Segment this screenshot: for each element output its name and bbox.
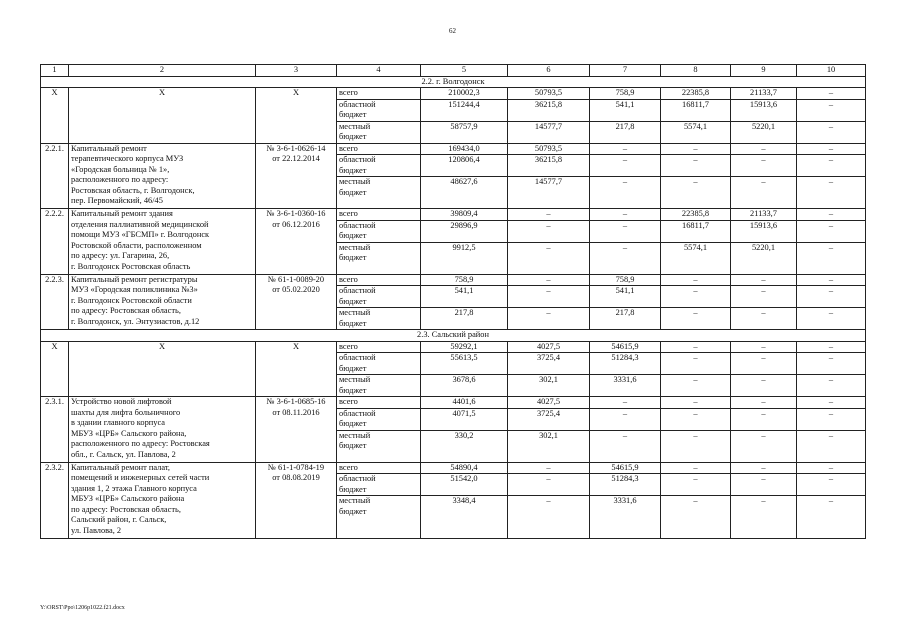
- amount-cell: 758,9: [590, 88, 661, 100]
- section-title: 2.2. г. Волгодонск: [41, 76, 866, 88]
- amount-cell: 151244,4: [421, 99, 508, 121]
- funding-source-label: областной бюджет: [337, 286, 421, 308]
- item-number: 2.3.1.: [41, 397, 69, 463]
- amount-cell: –: [661, 341, 731, 353]
- item-number: 2.2.1.: [41, 143, 69, 209]
- amount-cell: –: [731, 177, 797, 209]
- amount-cell: –: [590, 220, 661, 242]
- amount-cell: –: [508, 474, 590, 496]
- column-number: 2: [69, 65, 256, 77]
- amount-cell: 50793,5: [508, 88, 590, 100]
- amount-cell: 217,8: [590, 121, 661, 143]
- amount-cell: –: [731, 496, 797, 539]
- amount-cell: 36215,8: [508, 99, 590, 121]
- amount-cell: 15913,6: [731, 99, 797, 121]
- funding-source-label: местный бюджет: [337, 308, 421, 330]
- amount-cell: –: [590, 177, 661, 209]
- amount-cell: –: [731, 274, 797, 286]
- amount-cell: 758,9: [590, 274, 661, 286]
- table-row: [41, 274, 866, 286]
- column-number: 4: [337, 65, 421, 77]
- amount-cell: –: [661, 408, 731, 430]
- item-number: Х: [41, 88, 69, 144]
- column-number: 9: [731, 65, 797, 77]
- amount-cell: 58757,9: [421, 121, 508, 143]
- item-number: 2.3.2.: [41, 462, 69, 538]
- amount-cell: –: [797, 242, 866, 274]
- amount-cell: 51284,3: [590, 474, 661, 496]
- amount-cell: –: [797, 353, 866, 375]
- amount-cell: 54615,9: [590, 341, 661, 353]
- amount-cell: 15913,6: [731, 220, 797, 242]
- amount-cell: 541,1: [590, 99, 661, 121]
- amount-cell: –: [590, 209, 661, 221]
- amount-cell: 36215,8: [508, 155, 590, 177]
- budget-table: [40, 64, 866, 539]
- amount-cell: –: [797, 209, 866, 221]
- funding-source-label: областной бюджет: [337, 353, 421, 375]
- amount-cell: –: [590, 408, 661, 430]
- amount-cell: –: [508, 242, 590, 274]
- amount-cell: –: [508, 462, 590, 474]
- amount-cell: –: [797, 397, 866, 409]
- funding-source-label: местный бюджет: [337, 177, 421, 209]
- column-number: 6: [508, 65, 590, 77]
- amount-cell: –: [797, 375, 866, 397]
- column-number: 7: [590, 65, 661, 77]
- item-registry-number: № 61-1-0089-20 от 05.02.2020: [256, 274, 337, 330]
- column-number-row: [41, 65, 866, 77]
- amount-cell: 3725,4: [508, 353, 590, 375]
- amount-cell: –: [797, 430, 866, 462]
- amount-cell: –: [508, 220, 590, 242]
- amount-cell: –: [590, 397, 661, 409]
- amount-cell: 4401,6: [421, 397, 508, 409]
- amount-cell: 16811,7: [661, 220, 731, 242]
- page-number: 62: [449, 27, 456, 35]
- amount-cell: –: [797, 99, 866, 121]
- amount-cell: 302,1: [508, 430, 590, 462]
- funding-source-label: местный бюджет: [337, 121, 421, 143]
- amount-cell: –: [661, 430, 731, 462]
- amount-cell: 210002,3: [421, 88, 508, 100]
- amount-cell: –: [797, 220, 866, 242]
- amount-cell: 120806,4: [421, 155, 508, 177]
- amount-cell: –: [661, 274, 731, 286]
- amount-cell: 55613,5: [421, 353, 508, 375]
- amount-cell: –: [590, 155, 661, 177]
- item-registry-number: № 3-6-1-0626-14 от 22.12.2014: [256, 143, 337, 209]
- amount-cell: 4027,5: [508, 341, 590, 353]
- amount-cell: 541,1: [421, 286, 508, 308]
- amount-cell: –: [731, 430, 797, 462]
- amount-cell: 54615,9: [590, 462, 661, 474]
- amount-cell: –: [508, 274, 590, 286]
- column-number: 8: [661, 65, 731, 77]
- amount-cell: –: [797, 286, 866, 308]
- amount-cell: 5574,1: [661, 121, 731, 143]
- amount-cell: –: [731, 286, 797, 308]
- amount-cell: 39809,4: [421, 209, 508, 221]
- funding-source-label: местный бюджет: [337, 375, 421, 397]
- item-description: Капитальный ремонт здания отделения паллиативной медицинской помощи МУЗ «ГБСМП» г. Волгодонск Ростовской области, расположенном по адресу: ул. Гагарина, 26, г. Волгодонск Ростовская область: [69, 209, 256, 275]
- amount-cell: –: [797, 155, 866, 177]
- funding-source-label: всего: [337, 397, 421, 409]
- amount-cell: 5220,1: [731, 121, 797, 143]
- amount-cell: –: [797, 474, 866, 496]
- funding-source-label: всего: [337, 143, 421, 155]
- item-number: Х: [41, 341, 69, 397]
- amount-cell: –: [731, 462, 797, 474]
- amount-cell: 22385,8: [661, 88, 731, 100]
- item-registry-number: Х: [256, 88, 337, 144]
- amount-cell: 5574,1: [661, 242, 731, 274]
- amount-cell: –: [797, 408, 866, 430]
- funding-source-label: местный бюджет: [337, 496, 421, 539]
- amount-cell: –: [661, 353, 731, 375]
- item-description: Капитальный ремонт регистратуры МУЗ «Городская поликлиника №3» г. Волгодонск Ростовской области по адресу: Ростовская область, г. Волгодонск, ул. Энтузиастов, д.12: [69, 274, 256, 330]
- amount-cell: –: [797, 88, 866, 100]
- footer-file-path: Y:\ORST\Ppo\1206p1022.f21.docx: [40, 605, 125, 611]
- amount-cell: 54890,4: [421, 462, 508, 474]
- item-registry-number: № 61-1-0784-19 от 08.08.2019: [256, 462, 337, 538]
- amount-cell: 3348,4: [421, 496, 508, 539]
- amount-cell: 3331,6: [590, 375, 661, 397]
- amount-cell: –: [731, 155, 797, 177]
- funding-source-label: областной бюджет: [337, 155, 421, 177]
- amount-cell: 758,9: [421, 274, 508, 286]
- funding-source-label: местный бюджет: [337, 430, 421, 462]
- amount-cell: –: [731, 341, 797, 353]
- amount-cell: 217,8: [590, 308, 661, 330]
- amount-cell: –: [731, 308, 797, 330]
- funding-source-label: областной бюджет: [337, 220, 421, 242]
- amount-cell: 3725,4: [508, 408, 590, 430]
- funding-source-label: всего: [337, 88, 421, 100]
- column-number: 10: [797, 65, 866, 77]
- column-number: 5: [421, 65, 508, 77]
- amount-cell: –: [661, 286, 731, 308]
- amount-cell: –: [731, 397, 797, 409]
- amount-cell: –: [590, 143, 661, 155]
- item-description: Устройство новой лифтовой шахты для лифта больничного в здании главного корпуса МБУЗ «ЦРБ» Сальского района, расположенного по адресу: Ростовская обл., г. Сальск, ул. Павлова, 2: [69, 397, 256, 463]
- amount-cell: 14577,7: [508, 121, 590, 143]
- amount-cell: –: [508, 496, 590, 539]
- funding-source-label: всего: [337, 341, 421, 353]
- amount-cell: –: [661, 375, 731, 397]
- amount-cell: 51284,3: [590, 353, 661, 375]
- amount-cell: –: [661, 397, 731, 409]
- amount-cell: –: [661, 462, 731, 474]
- amount-cell: 169434,0: [421, 143, 508, 155]
- item-description: Капитальный ремонт палат, помещений и инженерных сетей части здания 1, 2 этажа Главного корпуса МБУЗ «ЦРБ» Сальского района по адресу: Ростовская область, Сальский район, г. Сальск, ул. Павлова, 2: [69, 462, 256, 538]
- amount-cell: –: [797, 341, 866, 353]
- amount-cell: –: [661, 177, 731, 209]
- amount-cell: 4027,5: [508, 397, 590, 409]
- amount-cell: 5220,1: [731, 242, 797, 274]
- amount-cell: –: [797, 496, 866, 539]
- amount-cell: –: [797, 177, 866, 209]
- amount-cell: 16811,7: [661, 99, 731, 121]
- amount-cell: –: [508, 308, 590, 330]
- table-row: [41, 397, 866, 409]
- funding-source-label: областной бюджет: [337, 408, 421, 430]
- amount-cell: –: [590, 242, 661, 274]
- column-number: 3: [256, 65, 337, 77]
- amount-cell: –: [731, 474, 797, 496]
- amount-cell: –: [731, 353, 797, 375]
- item-registry-number: № 3-6-1-0360-16 от 06.12.2016: [256, 209, 337, 275]
- amount-cell: –: [797, 274, 866, 286]
- amount-cell: 302,1: [508, 375, 590, 397]
- amount-cell: –: [661, 308, 731, 330]
- funding-source-label: всего: [337, 274, 421, 286]
- table-row: [41, 143, 866, 155]
- amount-cell: –: [797, 121, 866, 143]
- item-registry-number: Х: [256, 341, 337, 397]
- amount-cell: 217,8: [421, 308, 508, 330]
- item-description: Х: [69, 341, 256, 397]
- table-row: [41, 209, 866, 221]
- amount-cell: –: [731, 375, 797, 397]
- amount-cell: –: [508, 209, 590, 221]
- funding-source-label: областной бюджет: [337, 99, 421, 121]
- item-description: Х: [69, 88, 256, 144]
- amount-cell: 50793,5: [508, 143, 590, 155]
- amount-cell: 14577,7: [508, 177, 590, 209]
- amount-cell: 21133,7: [731, 88, 797, 100]
- item-registry-number: № 3-6-1-0685-16 от 08.11.2016: [256, 397, 337, 463]
- section-title: 2.3. Сальский район: [41, 330, 866, 342]
- funding-source-label: всего: [337, 209, 421, 221]
- table-row: [41, 88, 866, 100]
- amount-cell: –: [590, 430, 661, 462]
- funding-source-label: областной бюджет: [337, 474, 421, 496]
- amount-cell: –: [661, 155, 731, 177]
- amount-cell: –: [797, 308, 866, 330]
- amount-cell: –: [661, 474, 731, 496]
- amount-cell: –: [797, 462, 866, 474]
- funding-source-label: всего: [337, 462, 421, 474]
- amount-cell: 541,1: [590, 286, 661, 308]
- column-number: 1: [41, 65, 69, 77]
- amount-cell: –: [797, 143, 866, 155]
- section-header-row: [41, 76, 866, 88]
- amount-cell: –: [661, 143, 731, 155]
- amount-cell: 330,2: [421, 430, 508, 462]
- amount-cell: 21133,7: [731, 209, 797, 221]
- table-row: [41, 462, 866, 474]
- funding-source-label: местный бюджет: [337, 242, 421, 274]
- section-header-row: [41, 330, 866, 342]
- amount-cell: 3678,6: [421, 375, 508, 397]
- amount-cell: 4071,5: [421, 408, 508, 430]
- amount-cell: –: [731, 143, 797, 155]
- amount-cell: 51542,0: [421, 474, 508, 496]
- amount-cell: 3331,6: [590, 496, 661, 539]
- amount-cell: 9912,5: [421, 242, 508, 274]
- amount-cell: –: [661, 496, 731, 539]
- amount-cell: –: [731, 408, 797, 430]
- item-description: Капитальный ремонт терапевтического корпуса МУЗ «Городская больница № 1», расположенного по адресу: Ростовская область, г. Волгодонск, пер. Первомайский, 46/45: [69, 143, 256, 209]
- amount-cell: 22385,8: [661, 209, 731, 221]
- amount-cell: 59292,1: [421, 341, 508, 353]
- amount-cell: 48627,6: [421, 177, 508, 209]
- table-row: [41, 341, 866, 353]
- item-number: 2.2.2.: [41, 209, 69, 275]
- amount-cell: 29896,9: [421, 220, 508, 242]
- item-number: 2.2.3.: [41, 274, 69, 330]
- amount-cell: –: [508, 286, 590, 308]
